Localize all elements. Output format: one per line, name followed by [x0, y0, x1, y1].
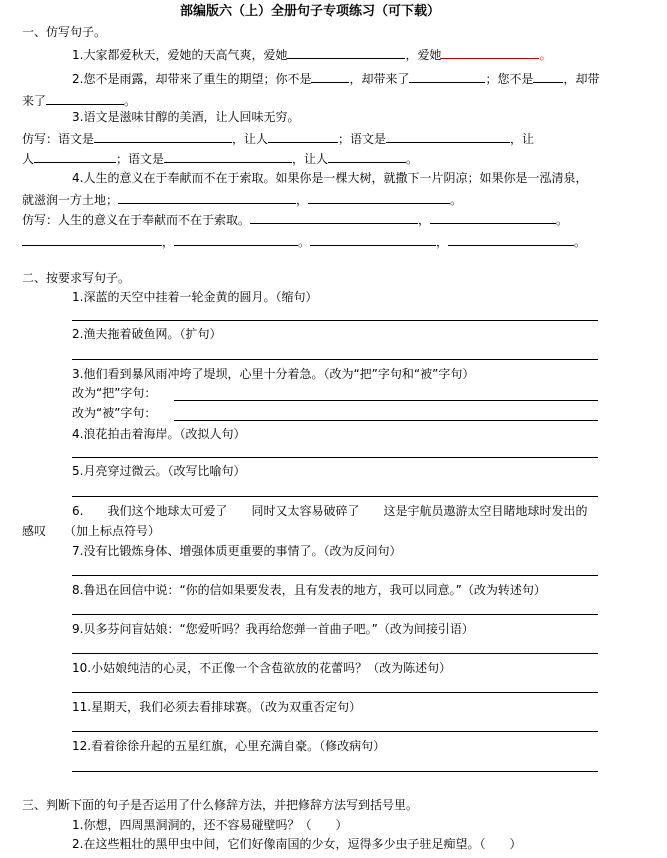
s1-q2-end: 。: [124, 94, 137, 108]
s2-item-3: 3.他们看到暴风雨冲垮了堤坝，心里十分着急。（改为“把”字句和“被”字句）: [72, 367, 475, 381]
blank[interactable]: [448, 233, 574, 246]
blank[interactable]: [46, 92, 124, 105]
s1-q4-e: 。: [556, 213, 569, 227]
s1-q4-a: 就滋润一方土地；: [22, 193, 119, 207]
s1-q3-f: ；语文是: [116, 152, 165, 166]
answer-line[interactable]: [72, 359, 598, 360]
s1-q3-b: ，让人: [232, 132, 269, 146]
s1-q4-end: 。: [450, 193, 463, 207]
answer-line[interactable]: [72, 692, 598, 693]
s1-q2-line2: [22, 92, 136, 109]
section-2-heading: 二、按要求写句子。: [22, 271, 131, 285]
blank[interactable]: [308, 191, 450, 204]
s2-item-1: 1.深蓝的天空中挂着一轮金黄的圆月。（缩句）: [72, 290, 318, 304]
blank[interactable]: [268, 130, 338, 143]
bei-label: 改为“被”字句：: [72, 406, 157, 420]
s2-item-7: 7.没有比锻炼身体、增强体质更重要的事情了。（改为反问句）: [72, 544, 402, 558]
s1-q4-line4: [22, 233, 586, 250]
answer-line[interactable]: [72, 614, 598, 615]
s1-q2-line1: [72, 70, 600, 87]
s2-item-6: 6. 我们这个地球太可爱了 同时又太容易破碎了 这是宇航员遨游太空目睹地球时发出的: [72, 504, 588, 518]
s1-q4-c: 仿写：人生的意义在于奉献而不在于索取。: [22, 213, 251, 227]
answer-line[interactable]: [72, 653, 598, 654]
s1-q3-e: 人: [22, 152, 35, 166]
blank[interactable]: [118, 191, 296, 204]
s1-q4-f: ，: [162, 235, 175, 249]
s1-q1-text: 1.大家都爱秋天，爱她的天高气爽，爱她: [72, 48, 288, 62]
s1-q4-line3: [22, 211, 568, 228]
s1-q4-line2: [22, 191, 462, 208]
s2-item-6-line2: 感叹 （加上标点符号）: [22, 524, 161, 538]
page-title: 部编版六（上）全册句子专项练习（可下载）: [180, 4, 441, 19]
blank[interactable]: [386, 130, 510, 143]
s1-q4-b: ，: [296, 193, 309, 207]
s1-q4-g: 。: [298, 235, 311, 249]
s1-q2-a: 2.您不是雨露，却带来了重生的期望；你不是: [72, 72, 312, 86]
s1-q3-c: ；语文是: [338, 132, 387, 146]
answer-line[interactable]: [72, 771, 598, 772]
answer-line[interactable]: [72, 496, 598, 497]
blank[interactable]: [34, 150, 116, 163]
blank[interactable]: [94, 130, 232, 143]
blank[interactable]: [430, 211, 556, 224]
s1-q1-end: 。: [539, 48, 552, 62]
s2-item-12: 12.看着徐徐升起的五星红旗，心里充满自豪。（修改病句）: [72, 739, 386, 753]
s2-item-2: 2.渔夫拖着破鱼网。（扩句）: [72, 327, 222, 341]
s1-q3-line3: [22, 150, 418, 167]
answer-line[interactable]: [72, 320, 598, 321]
blank[interactable]: [250, 211, 418, 224]
s1-q3-end: 。: [406, 152, 419, 166]
section-3-heading: 三、判断下面的句子是否运用了什么修辞方法，并把修辞方法写到括号里。: [22, 798, 419, 812]
s1-q2-b: ，却带来了: [349, 72, 410, 86]
s1-q3-line1: 3.语文是滋味甘醇的美酒，让人回味无穷。: [72, 110, 300, 124]
s2-item-4: 4.浪花拍击着海岸。（改拟人句）: [72, 427, 246, 441]
blank[interactable]: [287, 46, 405, 59]
blank[interactable]: [328, 150, 406, 163]
s2-item-9: 9.贝多芬问盲姑娘：“您爱听吗？我再给您弹一首曲子吧。”（改为间接引语）: [72, 622, 474, 636]
s3-item-2: 2.在这些粗壮的黑甲虫中间，它们好像南国的少女，逗得多少虫子驻足痴望。（ ）: [72, 837, 522, 851]
blank[interactable]: [441, 46, 539, 59]
s1-q4-d: ，: [418, 213, 431, 227]
s1-q3-g: ，让人: [292, 152, 329, 166]
answer-line[interactable]: [72, 575, 598, 576]
blank[interactable]: [164, 150, 292, 163]
s1-q4-line1: 4.人生的意义在于奉献而不在于索取。如果你是一棵大树，就撒下一片阴凉；如果你是一泓清泉，: [72, 171, 588, 185]
s2-item-11: 11.星期天，我们必须去看排球赛。（改为双重否定句）: [72, 700, 362, 714]
s1-q2-c: ；您不是: [485, 72, 534, 86]
section-1-heading: 一、仿写句子。: [22, 25, 107, 39]
answer-line[interactable]: [174, 400, 598, 401]
answer-line[interactable]: [72, 731, 598, 732]
blank[interactable]: [310, 233, 436, 246]
s2-item-5: 5.月亮穿过微云。（改写比喻句）: [72, 464, 246, 478]
s1-q4-h: ，: [436, 235, 449, 249]
s2-item-10: 10.小姑娘纯洁的心灵，不正像一个含苞欲放的花蕾吗？（改为陈述句）: [72, 661, 452, 675]
blank[interactable]: [533, 70, 563, 83]
ba-label: 改为“把”字句：: [72, 386, 157, 400]
s1-q2-d: ，却带: [563, 72, 600, 86]
s1-q3-line2: [22, 130, 534, 147]
s1-q4-end2: 。: [574, 235, 587, 249]
s2-item-8: 8.鲁迅在回信中说：“你的信如果要发表，且有发表的地方，我可以同意。”（改为转述句）: [72, 583, 546, 597]
answer-line[interactable]: [174, 420, 598, 421]
s1-q1: [72, 46, 551, 63]
s1-q3-d: ，让: [510, 132, 535, 146]
blank[interactable]: [311, 70, 349, 83]
answer-line[interactable]: [72, 457, 598, 458]
blank[interactable]: [22, 233, 162, 246]
blank[interactable]: [174, 233, 298, 246]
s1-q2-e: 来了: [22, 94, 47, 108]
s1-q1-mid: ，爱她: [405, 48, 442, 62]
blank[interactable]: [409, 70, 485, 83]
s1-q3-a: 仿写：语文是: [22, 132, 95, 146]
s3-item-1: 1.你想，四周黑洞洞的，还不容易碰壁吗？（ ）: [72, 818, 348, 832]
